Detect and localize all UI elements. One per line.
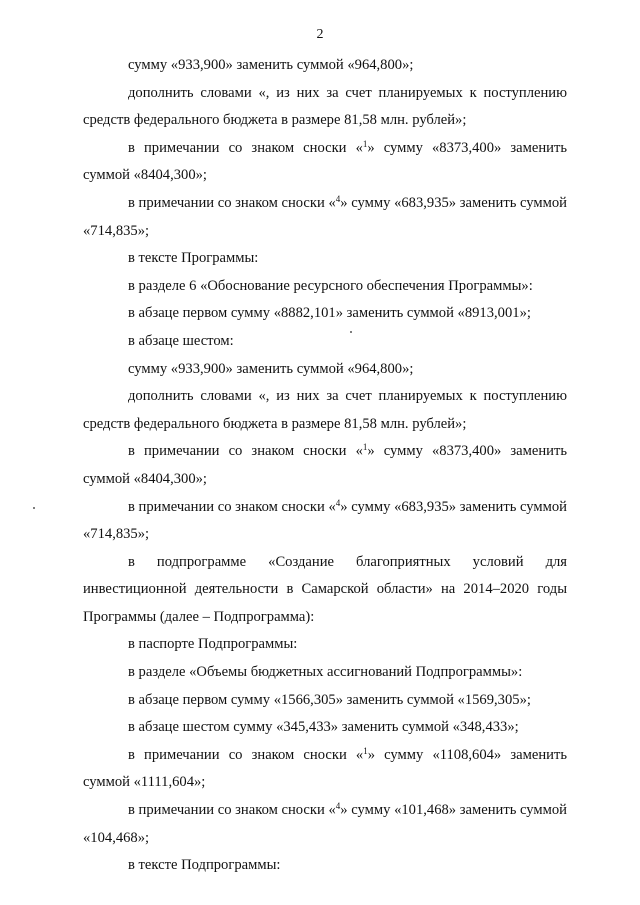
paragraph: дополнить словами «, из них за счет планируемых к поступлению средств федерального бюджета в размере 81,58 млн. рублей»;	[83, 388, 567, 432]
scan-speck	[350, 331, 352, 333]
footnote-marker: 4	[335, 193, 341, 204]
paragraph: в подпрограмме «Создание благоприятных условий для инвестиционной деятельности в Самарской области» на 2014–2020 годы Программы (далее – Подпрограмма):	[83, 553, 567, 625]
paragraph: в разделе «Объемы бюджетных ассигнований Подпрограммы»:	[128, 664, 523, 681]
document-body	[83, 52, 567, 880]
paragraph: в разделе 6 «Обоснование ресурсного обеспечения Программы»:	[128, 277, 533, 294]
paragraph-footnote: в примечании со знаком сноски «$^4$» сумму «683,935» заменить суммой «714,835»;	[83, 193, 567, 239]
paragraph: в паспорте Подпрограммы:	[128, 636, 298, 653]
paragraph: в тексте Подпрограммы:	[128, 857, 281, 874]
scan-speck	[33, 507, 35, 509]
paragraph: сумму «933,900» заменить суммой «964,800»;	[128, 57, 414, 73]
footnote-marker: 4	[335, 497, 341, 508]
paragraph: в абзаце шестом:	[128, 332, 234, 349]
paragraph: в абзаце первом сумму «1566,305» заменить суммой «1569,305»;	[128, 691, 531, 708]
footnote-marker: 4	[335, 801, 341, 812]
paragraph: в абзаце шестом сумму «345,433» заменить суммой «348,433»;	[128, 719, 519, 736]
paragraph: дополнить словами «, из них за счет планируемых к поступлению средств федерального бюджета в размере 81,58 млн. рублей»;	[83, 84, 567, 129]
paragraph-footnote: в примечании со знаком сноски «$^4$» сумму «101,468» заменить суммой «104,468»;	[83, 801, 567, 846]
paragraph-footnote: в примечании со знаком сноски «$^4$» сумму «683,935» заменить суммой «714,835»;	[83, 497, 567, 543]
paragraph-footnote: в примечании со знаком сноски «$^1$» сумму «8373,400» заменить суммой «8404,300»;	[83, 442, 568, 487]
paragraph-footnote: в примечании со знаком сноски «$^1$» сумму «8373,400» заменить суммой «8404,300»;	[83, 138, 568, 184]
paragraph: сумму «933,900» заменить суммой «964,800»;	[128, 360, 414, 377]
paragraph: в абзаце первом сумму «8882,101» заменить суммой «8913,001»;	[128, 305, 531, 322]
page-number: 2	[316, 27, 324, 42]
paragraph: в тексте Программы:	[128, 250, 259, 267]
footnote-marker: 1	[362, 442, 368, 453]
footnote-marker: 1	[363, 745, 368, 756]
paragraph-footnote: в примечании со знаком сноски «$^1$» сумму «1108,604» заменить суммой «1111,604»;	[83, 745, 567, 791]
footnote-marker: 1	[362, 138, 368, 149]
